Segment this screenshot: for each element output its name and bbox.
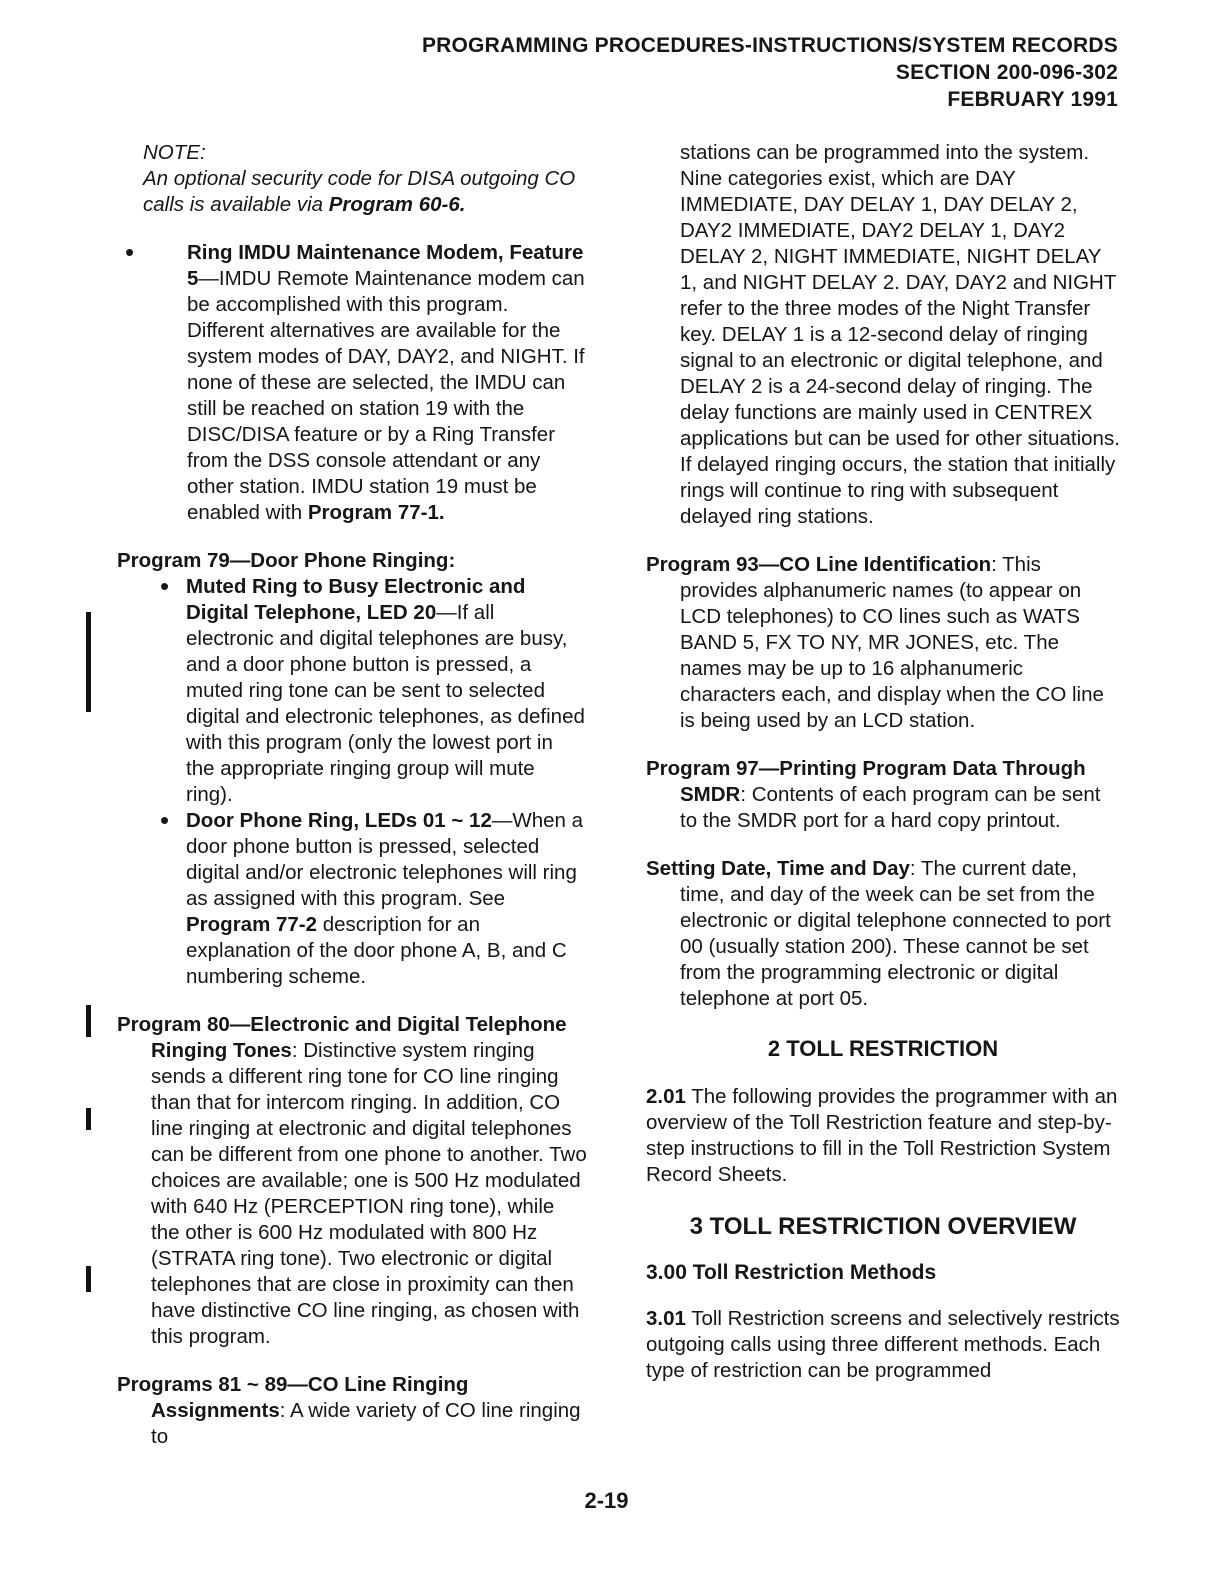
change-bar (86, 1108, 91, 1130)
note-ref: Program 60-6. (328, 193, 466, 216)
door-text: —When a door phone button is pressed, selected digital and/or electronic telephones will ring as assigned with this program. See (186, 809, 584, 910)
muted-text: —If all electronic and digital telephones are busy, and a door phone button is pressed, a muted ring tone can be sent to selected digital and electronic telephones, as defined with this program (only the lowest port in the appropriate ringing group will mute ring). (186, 601, 585, 806)
p81-title: Programs 81 ~ 89—CO Line Ringing Assignments (117, 1373, 469, 1422)
note-text: An optional security code for DISA outgoing CO calls is available via Program 60-6. (143, 167, 576, 216)
para-2-01: 2.01 The following provides the programmer with an overview of the Toll Restriction feature and step-by-step instructions to fill in the Toll Restriction System Record Sheets. (646, 1085, 1118, 1186)
door-title: Door Phone Ring, LEDs 01 ~ 12 (186, 809, 492, 832)
p80-paragraph (117, 1012, 587, 1350)
change-bar (86, 612, 91, 712)
page-header (422, 32, 1118, 113)
p93-paragraph (646, 552, 1120, 734)
p80-text: : Distinctive system ringing sends a different ring tone for CO line ringing than that for intercom ringing. In addition, CO line ringing at electronic and digital telephones can be different from one phone to another. Two choices are available; one is 500 Hz modulated with 640 Hz (PERCEPTION ring tone), while the other is 600 Hz modulated with 800 Hz (STRATA ring tone). Two electronic or digital telephones that are close in proximity can then have distinctive CO line ringing, as chosen with this program. (151, 1039, 587, 1348)
p97-paragraph (646, 756, 1120, 834)
change-bar (86, 1005, 91, 1037)
p97-text: : Contents of each program can be sent to the SMDR port for a hard copy printout. (680, 783, 1101, 832)
header-date: FEBRUARY 1991 (947, 88, 1118, 111)
muted-ring-bullet (117, 574, 587, 808)
para-3-01: 3.01 Toll Restriction screens and selectively restricts outgoing calls using three different methods. Each type of restriction can be programmed (646, 1307, 1120, 1382)
section-2-heading: 2 TOLL RESTRICTION (767, 1036, 999, 1061)
date-title: Setting Date, Time and Day (646, 857, 910, 880)
door-ref: Program 77-2 (186, 913, 318, 936)
header-title: PROGRAMMING PROCEDURES-INSTRUCTIONS/SYSTEM RECORDS (421, 34, 1118, 57)
imdu-title: Ring IMDU Maintenance Modem, Feature 5 (187, 241, 584, 290)
date-paragraph (646, 856, 1120, 1012)
date-text: : The current date, time, and day of the week can be set from the electronic or digital telephone connected to port 00 (usually station 200). These cannot be set from the programming electronic or digital telephone at port 05. (680, 857, 1111, 1010)
change-bar (86, 1266, 91, 1292)
imdu-ref: Program 77-1. (307, 501, 445, 524)
continued-text: stations can be programmed into the system. Nine categories exist, which are DAY IMMEDIATE, DAY DELAY 1, DAY DELAY 2, DAY2 IMMEDIATE, DAY2 DELAY 1, DAY2 DELAY 2, NIGHT IMMEDIATE, NIGHT DELAY 1, and NIGHT DELAY 2. DAY, DAY2 and NIGHT refer to the three modes of the Night Transfer key. DELAY 1 is a 12-second delay of ringing signal to an electronic or digital telephone, and DELAY 2 is a 24-second delay of ringing. The delay functions are mainly used in CENTREX applications but can be used for other situations. If delayed ringing occurs, the station that initially rings will continue to ring with subsequent delayed ring stations. (680, 141, 1120, 528)
right-column (646, 140, 1120, 1384)
header-section: SECTION 200-096-302 (895, 61, 1118, 84)
p81-text: : A wide variety of CO line ringing to (151, 1399, 581, 1448)
p97-title: Program 97—Printing Program Data Through SMDR (646, 757, 1086, 806)
page-number: 2-19 (584, 1488, 629, 1513)
note-label: NOTE: (143, 141, 206, 164)
muted-title: Muted Ring to Busy Electronic and Digital Telephone, LED 20 (186, 575, 526, 624)
note-block (117, 140, 587, 218)
p79-heading: Program 79—Door Phone Ringing: (117, 549, 456, 572)
left-column (117, 140, 587, 1450)
p80-title: Program 80—Electronic and Digital Telephone Ringing Tones (117, 1013, 567, 1062)
imdu-bullet (117, 240, 587, 526)
p93-title: Program 93—CO Line Identification (646, 553, 992, 576)
subsection-3-00: 3.00 Toll Restriction Methods (646, 1261, 937, 1284)
door-text2: description for an explanation of the door phone A, B, and C numbering scheme. (186, 913, 567, 988)
imdu-text: —IMDU Remote Maintenance modem can be accomplished with this program. Different alternatives are available for the system modes of DAY, DAY2, and NIGHT. If none of these are selected, the IMDU can still be reached on station 19 with the DISC/DISA feature or by a Ring Transfer from the DSS console attendant or any other station. IMDU station 19 must be enabled with (187, 267, 585, 524)
p81-paragraph (117, 1372, 587, 1450)
p93-text: : This provides alphanumeric names (to appear on LCD telephones) to CO lines such as WATS BAND 5, FX TO NY, MR JONES, etc. The names may be up to 16 alphanumeric characters each, and display when the CO line is being used by an LCD station. (680, 553, 1104, 732)
door-ring-bullet (117, 808, 587, 990)
section-3-heading: 3 TOLL RESTRICTION OVERVIEW (689, 1213, 1077, 1240)
